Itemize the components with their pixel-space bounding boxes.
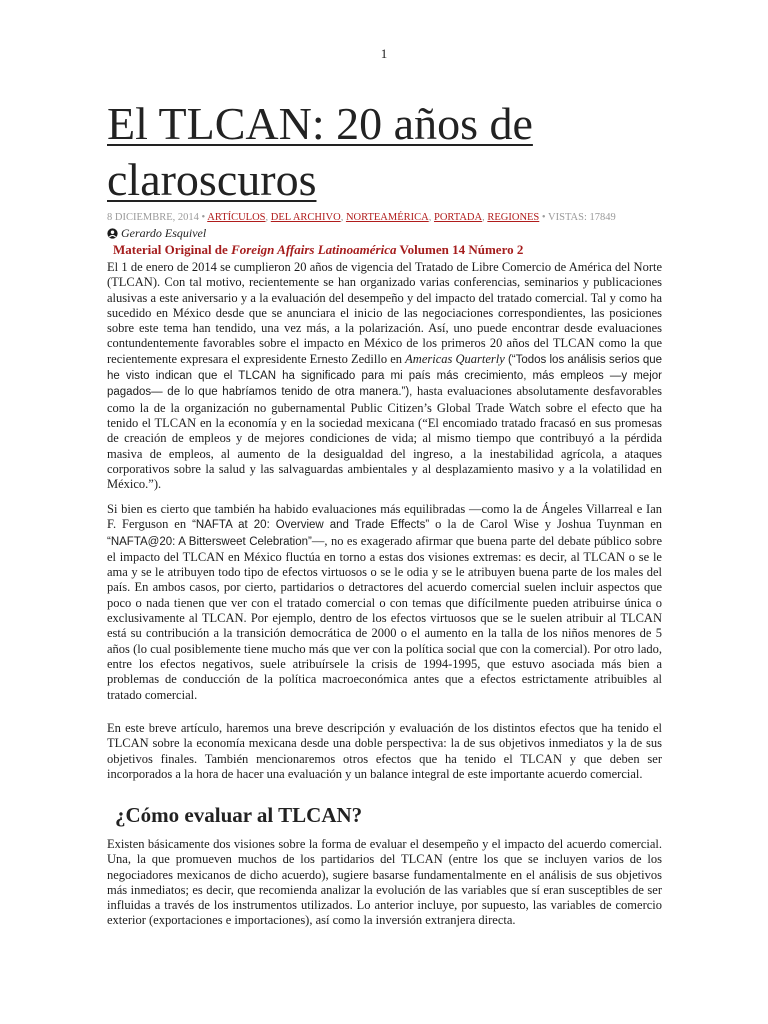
- page-number: 1: [380, 46, 388, 61]
- reference-nafta-at-20: “NAFTA at 20: Overview and Trade Effects”: [192, 519, 430, 532]
- article-meta: 8 DICIEMBRE, 2014 • ARTÍCULOS, DEL ARCHIVO, NORTEAMÉRICA, PORTADA, REGIONES • VISTAS: 17849: [107, 212, 616, 223]
- user-avatar-icon: [107, 228, 118, 239]
- category-link-del-archivo[interactable]: DEL ARCHIVO: [270, 212, 341, 223]
- paragraph-balanced-evaluations: Si bien es cierto que también ha habido evaluaciones más equilibradas —como la de Ángeles Villarreal e Ian F. Ferguson en “NAFTA at 20: Overview and Trade Effects” o la de Carol Wise y Joshua Tuynman en “NAFTA@20: A Bittersweet Celebration”—, no es exagerado afirmar que buena parte del debate público sobre el impacto del TLCAN en México fluctúa en torno a estas dos visiones extremas: es decir, al TLCAN o se le ama y se le atribuyen todo tipo de efectos virtuosos o se le odia y se le atribuyen buena parte de los males del país. En ambos casos, por cierto, partidarios o detractores del acuerdo comercial suelen incluir aspectos que poco o nada tienen que ver con el tratado comercial o con temas que difícilmente pueden atribuirse única o exclusivamente al TLCAN. Por ejemplo, dentro de los efectos virtuosos que se le suelen atribuir al TLCAN está su contribución a la transición democrática de 2000 o el aumento en la talla de los niños menores de 5 años (lo cual posiblemente tiene mucho más que ver con la política social que con la comercial). Por otro lado, entre los efectos negativos, suele atribuírsele la crisis de 1994-1995, que estuvo asociada más bien a problemas de conducción de la política macroeconómica antes que a efectos estrictamente atribuibles al tratado comercial.: [107, 502, 663, 702]
- quote-zedillo: (“Todos los análisis serios que he visto indican que el TLCAN ha significado para mi país más crecimiento, más empleos —y mejor pagados— de lo que habríamos tenido de otra manera.”),: [107, 353, 663, 399]
- category-link-regiones[interactable]: REGIONES: [487, 212, 540, 223]
- journal-name: Americas Quarterly: [405, 351, 505, 366]
- reference-nafta-bittersweet: “NAFTA@20: A Bittersweet Celebration”: [107, 535, 312, 548]
- section-heading: ¿Cómo evaluar al TLCAN?: [115, 803, 363, 827]
- article-date: 8 DICIEMBRE, 2014: [107, 212, 199, 223]
- paragraph-intro: El 1 de enero de 2014 se cumplieron 20 años de vigencia del Tratado de Libre Comercio de América del Norte (TLCAN). Con tal motivo, recientemente se han organizado varias conferencias, seminarios y publicaciones alusivas a este aniversario y a la evaluación del desempeño y del impacto del tratado comercial. Tal y como ha sucedido en México desde que se anunciara el inicio de las negociaciones correspondientes, las posiciones sobre este tema han tendido, una vez más, a la polarización. Así, uno puede encontrar desde evaluaciones contundentemente favorables sobre el impacto en México de los primeros 20 años del TLCAN como la que recientemente expresara el expresidente Ernesto Zedillo en Americas Quarterly (“Todos los análisis serios que he visto indican que el TLCAN ha significado para mi país más crecimiento, más empleos —y mejor pagados— de lo que habríamos tenido de otra manera.”), hasta evaluaciones absolutamente desfavorables como la de la organización no gubernamental Public Citizen’s Global Trade Watch sobre el efecto que ha tenido el TLCAN en la economía y en la sociedad mexicana (“El encomiado tratado fracasó en sus promesas de creación de empleos y de mejores condiciones de vida; al mismo tiempo que contribuyó a la pérdida masiva de empleos, al aumento de la desigualdad del ingreso, a la inestabilidad agrícola, a ataques corporativos sobre la salud y las salvaguardas ambientales y al desplazamiento masivo y a la volatilidad en México.”).: [107, 260, 663, 492]
- category-link-articulos[interactable]: ARTÍCULOS: [207, 212, 266, 223]
- paragraph-article-scope: En este breve artículo, haremos una breve descripción y evaluación de los distintos efectos que ha tenido el TLCAN sobre la economía mexicana desde una doble perspectiva: la de sus objetivos inmediatos y la de sus objetivos finales. También mencionaremos otros efectos que ha tenido el TLCAN y que deben ser incorporados a la hora de hacer una evaluación y un balance integral de este importante acuerdo comercial.: [107, 721, 662, 781]
- category-link-portada[interactable]: PORTADA: [433, 212, 483, 223]
- source-line: Material Original de Foreign Affairs Latinoamérica Volumen 14 Número 2: [113, 242, 524, 257]
- author-name: Gerardo Esquivel: [121, 226, 207, 240]
- paragraph-evaluation-views: Existen básicamente dos visiones sobre la forma de evaluar el desempeño y el impacto del acuerdo comercial. Una, la que promueven muchos de los partidarios del TLCAN (entre los que se incluyen varios de los negociadores mexicanos de dicho acuerdo), sugiere basarse fundamentalmente en el análisis de sus objetivos más inmediatos; es decir, que recomienda analizar la evolución de las variables que sí eran susceptibles de ser influidas a través de los instrumentos utilizados. Lo anterior incluye, por supuesto, las variables de comercio exterior (exportaciones e importaciones), así como la inversión extranjera directa.: [107, 837, 662, 928]
- source-issue: Volumen 14 Número 2: [399, 242, 524, 257]
- views-count: 17849: [589, 212, 616, 223]
- category-link-norteamerica[interactable]: NORTEAMÉRICA: [345, 212, 429, 223]
- views-label: VISTAS:: [548, 212, 587, 223]
- article-title: El TLCAN: 20 años de claroscuros: [107, 98, 533, 205]
- source-publication: Foreign Affairs Latinoamérica: [231, 242, 397, 257]
- article-author: [107, 226, 206, 241]
